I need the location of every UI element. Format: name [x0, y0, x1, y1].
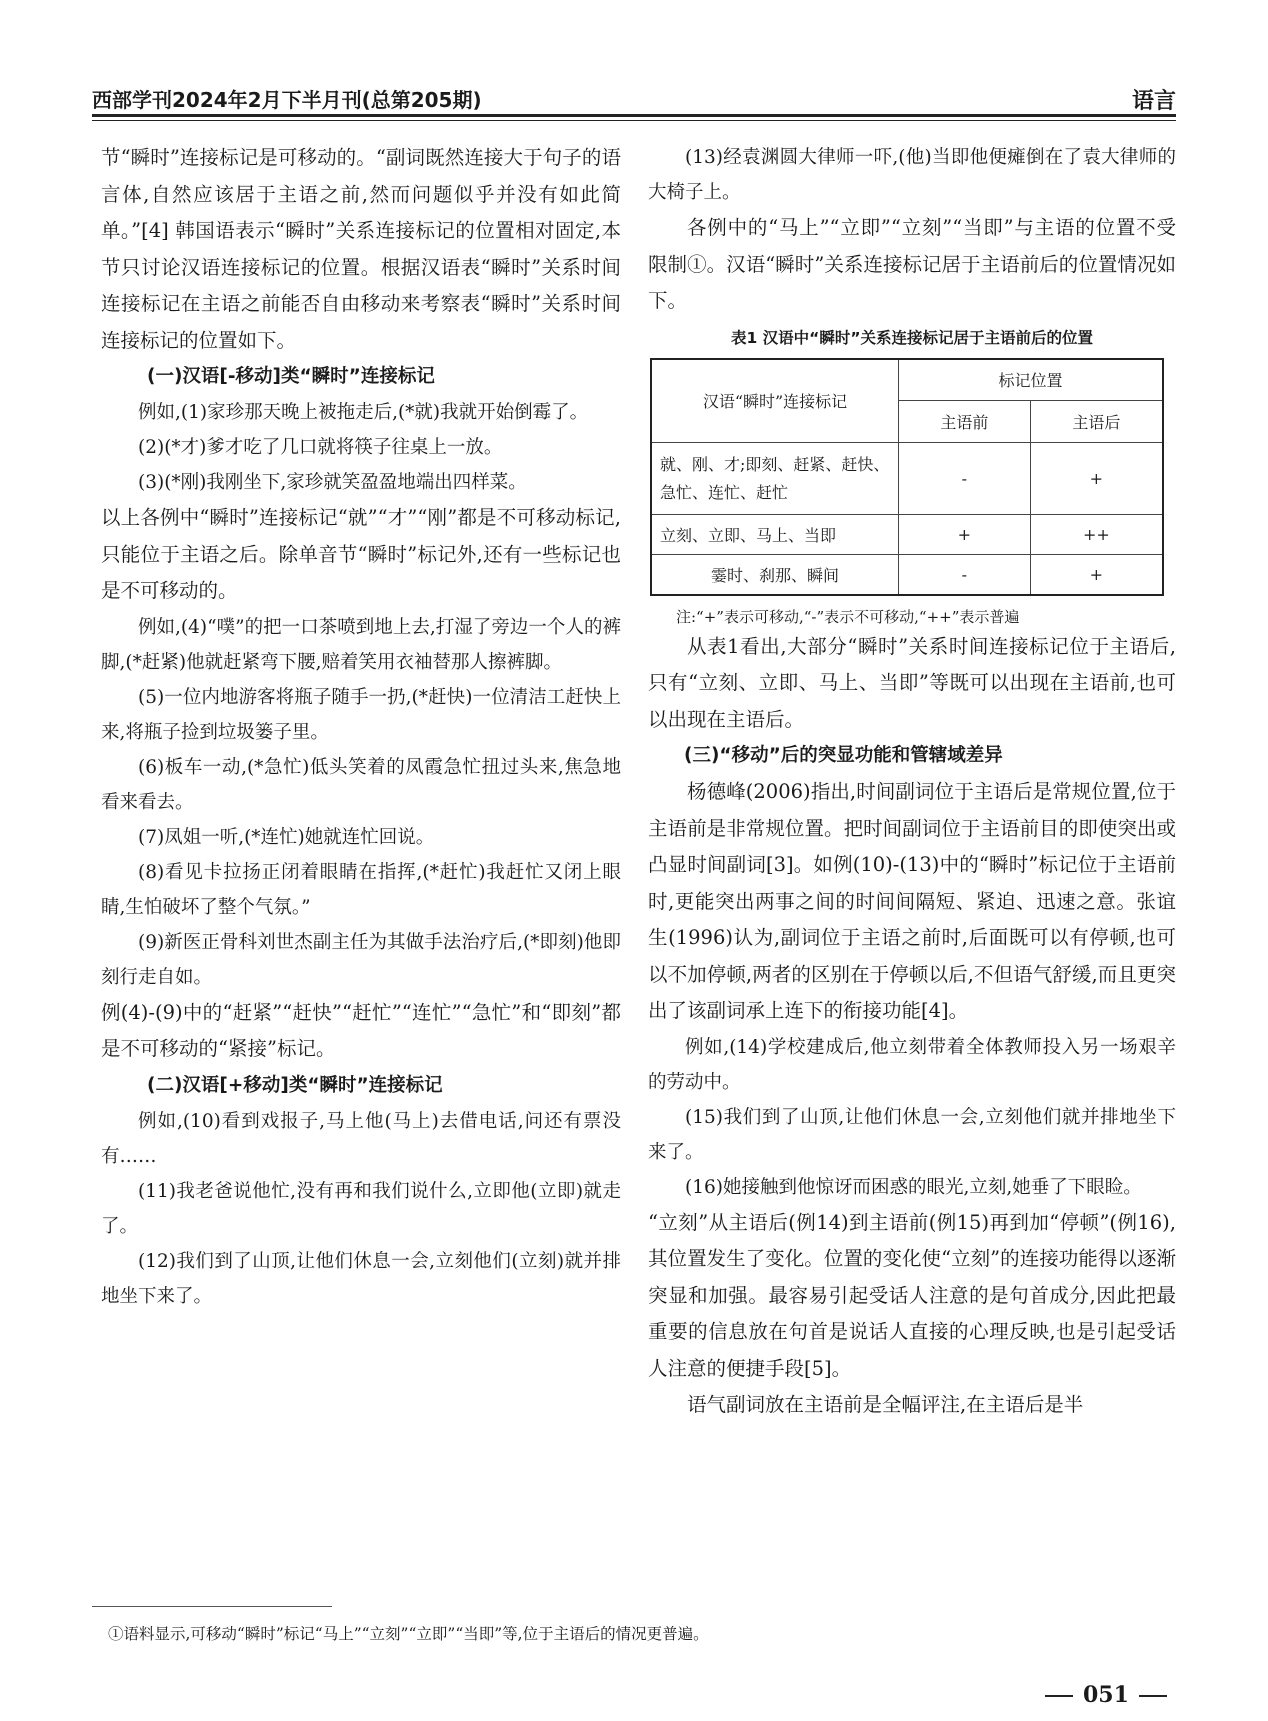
subsection-heading: (二)汉语[+移动]类“瞬时”连接标记: [147, 1074, 443, 1096]
example: (13)经袁渊圆大律师一吓,(他)当即他便瘫倒在了袁大律师的大椅子上。: [648, 147, 1176, 203]
example: (3)(*刚)我刚坐下,家珍就笑盈盈地端出四样菜。: [138, 472, 527, 493]
journal-masthead: 西部学刊2024年2月下半月刊(总第205期): [92, 88, 482, 112]
header-rule-thin: [92, 120, 1176, 121]
paragraph: 节“瞬时”连接标记是可移动的。“副词既然连接大于句子的语言体,自然应该居于主语之前,然而问题似乎并没有如此简单。”[4] 韩国语表示“瞬时”关系连接标记的位置相对固定,本节只讨论汉语连接标记的位置。根据汉语表“瞬时”关系时间连接标记在主语之前能否自由移动来考察表“瞬时”关系时间连接标记的位置如下。: [101, 146, 621, 352]
example: (6)板车一动,(*急忙)低头笑着的凤霞急忙扭过头来,焦急地看来看去。: [101, 756, 621, 813]
example: (16)她接触到他惊讶而困惑的眼光,立刻,她垂了下眼睑。: [685, 1176, 1142, 1198]
table-header-position: 标记位置: [899, 359, 1164, 401]
position-table: [650, 358, 1164, 596]
paragraph: 语气副词放在主语前是全幅评注,在主语后是半: [687, 1393, 1084, 1416]
header-rule-thick: [92, 114, 1176, 117]
table-cell-marker: 就、刚、才;即刻、赶紧、赶快、急忙、连忙、赶忙: [651, 443, 899, 515]
table-cell-after: +: [1030, 443, 1163, 515]
paragraph: 各例中的“马上”“立即”“立刻”“当即”与主语的位置不受限制①。汉语“瞬时”关系连接标记居于主语前后的位置情况如下。: [648, 216, 1176, 312]
example: (12)我们到了山顶,让他们休息一会,立刻他们(立刻)就并排地坐下来了。: [101, 1250, 621, 1307]
left-column: [101, 140, 621, 1314]
table-header-marker: 汉语“瞬时”连接标记: [651, 359, 899, 443]
right-column: [648, 140, 1176, 1424]
table-cell-after: +: [1030, 555, 1163, 595]
table-header-before: 主语前: [899, 401, 1031, 443]
example: (2)(*才)爹才吃了几口就将筷子往桌上一放。: [138, 437, 503, 458]
table-caption: 表1 汉语中“瞬时”关系连接标记居于主语前后的位置: [730, 328, 1094, 347]
table-header-after: 主语后: [1030, 401, 1163, 443]
example: 例如,(1)家珍那天晚上被拖走后,(*就)我就开始倒霉了。: [138, 402, 589, 423]
table-note: 注:“+”表示可移动,“-”表示不可移动,“++”表示普遍: [676, 607, 1020, 626]
table-cell-after: ++: [1030, 515, 1163, 555]
section-label: 语言: [1131, 89, 1176, 114]
page-number-block: [1035, 1682, 1177, 1708]
page-number: 051: [1083, 1682, 1129, 1708]
paragraph: “立刻”从主语后(例14)到主语前(例15)再到加“停顿”(例16),其位置发生了变化。位置的变化使“立刻”的连接功能得以逐渐突显和加强。最容易引起受话人注意的是句首成分,因此把最重要的信息放在句首是说话人直接的心理反映,也是引起受话人注意的便捷手段[5]。: [648, 1210, 1176, 1380]
table-cell-before: -: [899, 555, 1031, 595]
example: (8)看见卡拉扬正闭着眼睛在指挥,(*赶忙)我赶忙又闭上眼睛,生怕破坏了整个气氛。”: [101, 861, 621, 918]
example: 例如,(10)看到戏报子,马上他(马上)去借电话,问还有票没有……: [101, 1110, 621, 1167]
paragraph: 从表1看出,大部分“瞬时”关系时间连接标记位于主语后,只有“立刻、立即、马上、当即”等既可以出现在主语前,也可以出现在主语后。: [648, 634, 1176, 731]
paragraph: 以上各例中“瞬时”连接标记“就”“才”“刚”都是不可移动标记,只能位于主语之后。除单音节“瞬时”标记外,还有一些标记也是不可移动的。: [101, 506, 621, 602]
subsection-heading: (三)“移动”后的突显功能和管辖域差异: [684, 745, 1003, 766]
paragraph: 例(4)-(9)中的“赶紧”“赶快”“赶忙”“连忙”“急忙”和“即刻”都是不可移动的“紧接”标记。: [101, 1000, 621, 1060]
footnote: ①语料显示,可移动“瞬时”标记“马上”“立刻”“立即”“当即”等,位于主语后的情况更普遍。: [108, 1625, 709, 1643]
table-cell-before: -: [899, 443, 1031, 515]
example: (7)凤姐一听,(*连忙)她就连忙回说。: [138, 826, 435, 848]
table-cell-marker: 霎时、刹那、瞬间: [651, 555, 899, 595]
example: 例如,(4)“噗”的把一口茶喷到地上去,打湿了旁边一个人的裤脚,(*赶紧)他就赶紧弯下腰,赔着笑用衣袖替那人擦裤脚。: [101, 616, 621, 673]
example: (5)一位内地游客将瓶子随手一扔,(*赶快)一位清洁工赶快上来,将瓶子捡到垃圾篓子里。: [101, 686, 621, 743]
example: 例如,(14)学校建成后,他立刻带着全体教师投入另一场艰辛的劳动中。: [648, 1036, 1176, 1093]
footnote-rule: [92, 1606, 332, 1607]
example: (9)新医正骨科刘世杰副主任为其做手法治疗后,(*即刻)他即刻行走自如。: [101, 931, 621, 988]
example: (15)我们到了山顶,让他们休息一会,立刻他们就并排地坐下来了。: [648, 1106, 1176, 1163]
page-dash-left: [1045, 1695, 1073, 1697]
example: (11)我老爸说他忙,没有再和我们说什么,立即他(立即)就走了。: [101, 1180, 621, 1237]
page-dash-right: [1139, 1695, 1167, 1697]
paragraph: 杨德峰(2006)指出,时间副词位于主语后是常规位置,位于主语前是非常规位置。把时间副词位于主语前目的即使突出或凸显时间副词[3]。如例(10)-(13)中的“瞬时”标记位于主语前时,更能突出两事之间的时间间隔短、紧迫、迅速之意。张谊生(1996)认为,副词位于主语之前时,后面既可以有停顿,也可以不加停顿,两者的区别在于停顿以后,不但语气舒缓,而且更突出了该副词承上连下的衔接功能[4]。: [648, 780, 1176, 1022]
subsection-heading: (一)汉语[-移动]类“瞬时”连接标记: [147, 366, 435, 387]
table-cell-before: +: [899, 515, 1031, 555]
table-cell-marker: 立刻、立即、马上、当即: [651, 515, 899, 555]
